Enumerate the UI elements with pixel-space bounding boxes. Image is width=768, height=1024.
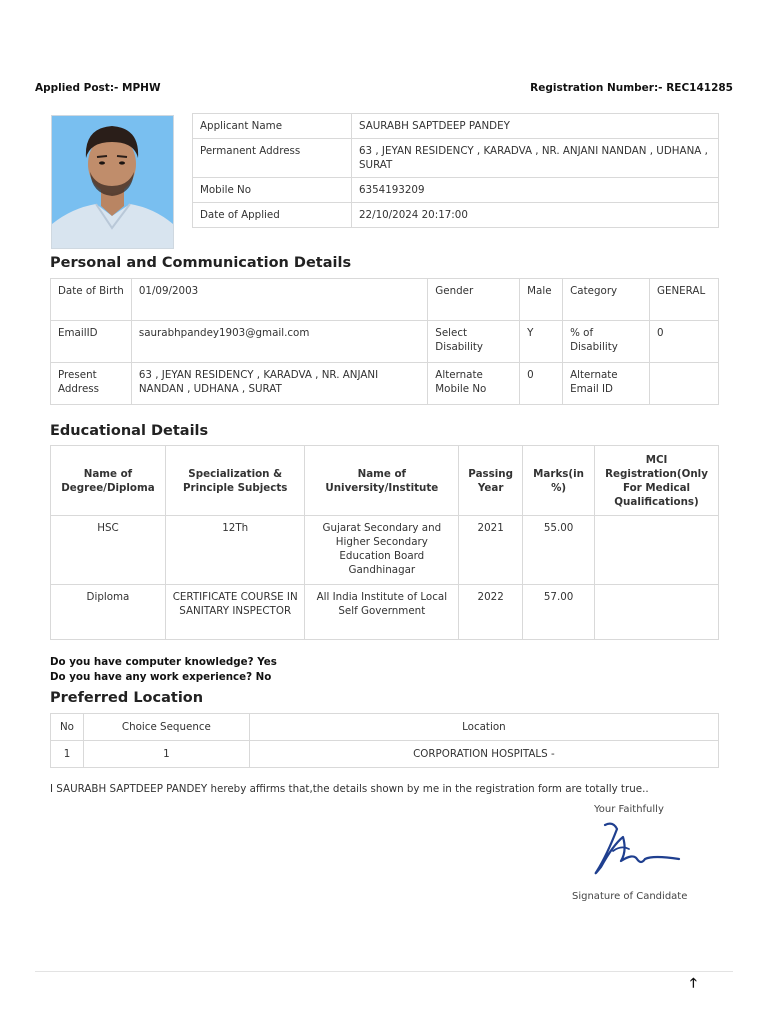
header-bar	[35, 82, 733, 96]
table-row	[51, 585, 719, 640]
table-header-row	[51, 446, 719, 516]
table-row	[51, 363, 719, 405]
permanent-address-label: Permanent Address	[193, 139, 352, 178]
arrow-up-icon[interactable]: 🡑	[690, 976, 697, 991]
table-header-row	[51, 714, 719, 741]
table-row	[193, 139, 719, 178]
education-table	[50, 445, 719, 640]
institute-cell: All India Institute of Local Self Government	[305, 585, 459, 640]
disability-pct-label: % of Disability	[563, 321, 650, 363]
category-value: GENERAL	[649, 279, 718, 321]
preferred-location-table	[50, 713, 719, 768]
table-row	[51, 321, 719, 363]
computer-knowledge-answer: Do you have computer knowledge? Yes	[50, 656, 277, 668]
footer-divider	[35, 971, 733, 972]
applicant-name-value: SAURABH SAPTDEEP PANDEY	[352, 114, 719, 139]
applicant-name-label: Applicant Name	[193, 114, 352, 139]
mobile-label: Mobile No	[193, 178, 352, 203]
alt-mobile-value: 0	[520, 363, 563, 405]
column-header: Name of Degree/Diploma	[51, 446, 166, 516]
work-experience-answer: Do you have any work experience? No	[50, 671, 272, 683]
present-address-value: 63 , JEYAN RESIDENCY , KARADVA , NR. ANJANI NANDAN , UDHANA , SURAT	[131, 363, 427, 405]
passing-year-cell: 2021	[459, 516, 523, 585]
disability-value: Y	[520, 321, 563, 363]
column-header: Name of University/Institute	[305, 446, 459, 516]
table-row	[193, 114, 719, 139]
table-row	[51, 516, 719, 585]
disability-label: Select Disability	[428, 321, 520, 363]
permanent-address-value: 63 , JEYAN RESIDENCY , KARADVA , NR. ANJANI NANDAN , UDHANA , SURAT	[352, 139, 719, 178]
institute-cell: Gujarat Secondary and Higher Secondary Education Board Gandhinagar	[305, 516, 459, 585]
table-row	[51, 741, 719, 768]
passing-year-cell: 2022	[459, 585, 523, 640]
candidate-signature	[583, 815, 693, 881]
applicant-photo	[51, 115, 174, 249]
registration-number: Registration Number:- REC141285	[530, 82, 733, 94]
signature-caption: Signature of Candidate	[572, 891, 688, 902]
dob-value: 01/09/2003	[131, 279, 427, 321]
date-applied-value: 22/10/2024 20:17:00	[352, 203, 719, 228]
preferred-location-title: Preferred Location	[50, 690, 204, 706]
education-section-title: Educational Details	[50, 423, 209, 439]
applied-post: Applied Post:- MPHW	[35, 82, 161, 94]
gender-value: Male	[520, 279, 563, 321]
choice-sequence-cell: 1	[83, 741, 249, 768]
specialization-cell: 12Th	[165, 516, 305, 585]
present-address-label: Present Address	[51, 363, 132, 405]
alt-email-label: Alternate Email ID	[563, 363, 650, 405]
mci-cell	[595, 585, 719, 640]
applicant-summary-table	[192, 113, 719, 228]
table-row	[193, 203, 719, 228]
category-label: Category	[563, 279, 650, 321]
date-applied-label: Date of Applied	[193, 203, 352, 228]
no-cell: 1	[51, 741, 84, 768]
column-header: No	[51, 714, 84, 741]
specialization-cell: CERTIFICATE COURSE IN SANITARY INSPECTOR	[165, 585, 305, 640]
email-value: saurabhpandey1903@gmail.com	[131, 321, 427, 363]
marks-cell: 57.00	[523, 585, 595, 640]
column-header: Passing Year	[459, 446, 523, 516]
personal-details-table	[50, 278, 719, 405]
table-row	[193, 178, 719, 203]
mci-cell	[595, 516, 719, 585]
column-header: Marks(in %)	[523, 446, 595, 516]
column-header: Choice Sequence	[83, 714, 249, 741]
degree-cell: HSC	[51, 516, 166, 585]
alt-mobile-label: Alternate Mobile No	[428, 363, 520, 405]
column-header: Specialization & Principle Subjects	[165, 446, 305, 516]
declaration-text: I SAURABH SAPTDEEP PANDEY hereby affirms that,the details shown by me in the registration form are totally true..	[50, 783, 649, 795]
table-row	[51, 279, 719, 321]
degree-cell: Diploma	[51, 585, 166, 640]
location-cell: CORPORATION HOSPITALS -	[249, 741, 718, 768]
gender-label: Gender	[428, 279, 520, 321]
disability-pct-value: 0	[649, 321, 718, 363]
marks-cell: 55.00	[523, 516, 595, 585]
personal-section-title: Personal and Communication Details	[50, 255, 352, 271]
dob-label: Date of Birth	[51, 279, 132, 321]
column-header: Location	[249, 714, 718, 741]
mobile-value: 6354193209	[352, 178, 719, 203]
email-label: EmailID	[51, 321, 132, 363]
column-header: MCI Registration(Only For Medical Qualifications)	[595, 446, 719, 516]
closing-text: Your Faithfully	[594, 804, 664, 815]
alt-email-value	[649, 363, 718, 405]
